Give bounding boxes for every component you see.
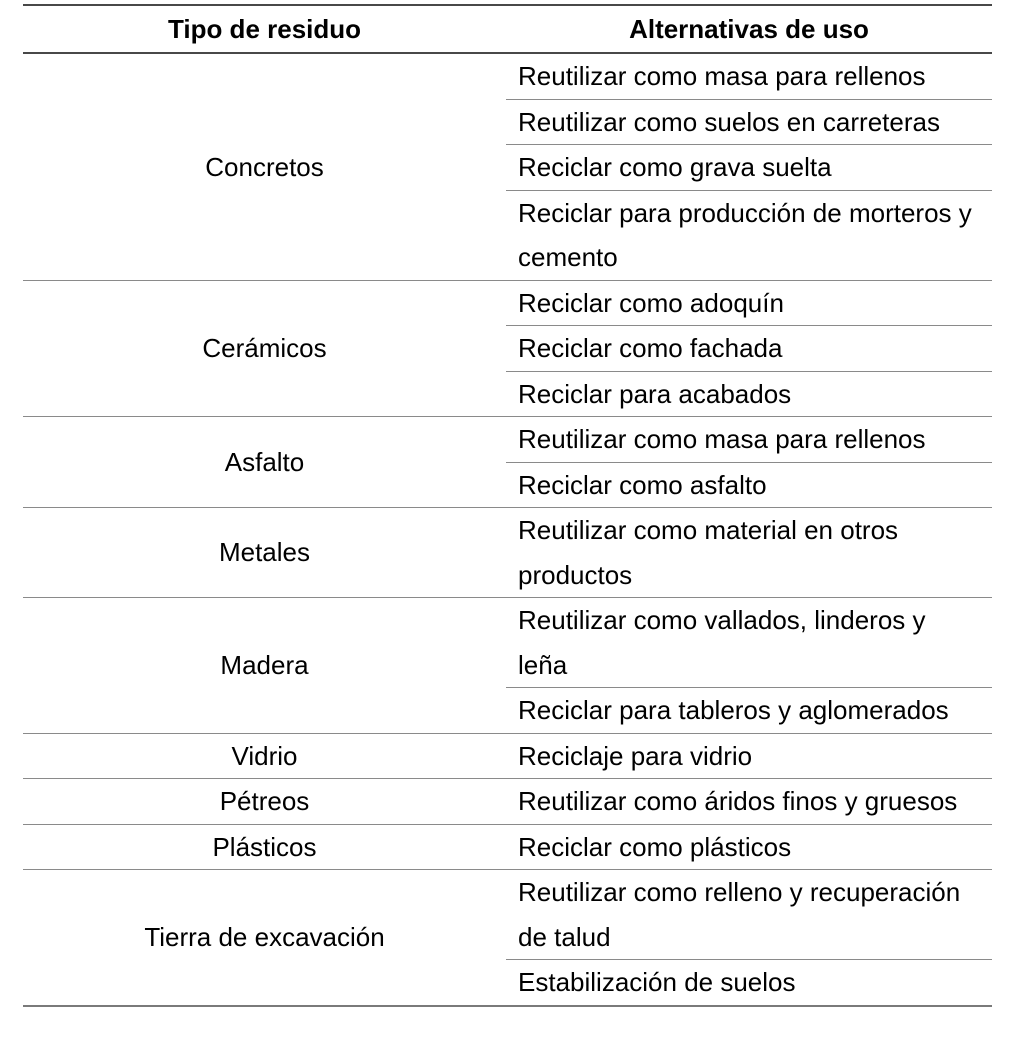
alternative-cell: Reutilizar como relleno y recuperación de talud [506,870,992,960]
alternative-cell: Estabilización de suelos [506,960,992,1006]
residue-type-cell: Madera [23,598,506,734]
table-header-row [23,5,992,53]
residue-alternatives-table [23,4,992,1007]
residue-type-cell: Tierra de excavación [23,870,506,1006]
alternative-cell: Reutilizar como suelos en carreteras [506,99,992,145]
alternative-cell: Reutilizar como áridos finos y gruesos [506,779,992,825]
table-row [23,417,992,463]
residue-type-cell: Concretos [23,53,506,280]
table-row [23,870,992,960]
table-row [23,508,992,598]
alternative-cell: Reciclar para acabados [506,371,992,417]
table-row [23,280,992,326]
table-row [23,824,992,870]
table-row [23,53,992,99]
alternative-cell: Reciclar como adoquín [506,280,992,326]
alternative-cell: Reciclar para tableros y aglomerados [506,688,992,734]
alternative-cell: Reciclaje para vidrio [506,733,992,779]
residue-type-cell: Metales [23,508,506,598]
alternative-cell: Reciclar como plásticos [506,824,992,870]
header-residue-type: Tipo de residuo [23,5,506,53]
residue-type-cell: Plásticos [23,824,506,870]
table-row [23,779,992,825]
residue-table-body [23,53,992,1006]
alternative-cell: Reciclar como grava suelta [506,145,992,191]
alternative-cell: Reutilizar como material en otros productos [506,508,992,598]
alternative-cell: Reutilizar como masa para rellenos [506,53,992,99]
alternative-cell: Reciclar para producción de morteros y cemento [506,190,992,280]
alternative-cell: Reutilizar como vallados, linderos y leña [506,598,992,688]
residue-type-cell: Pétreos [23,779,506,825]
residue-type-cell: Asfalto [23,417,506,508]
alternative-cell: Reciclar como asfalto [506,462,992,508]
residue-type-cell: Cerámicos [23,280,506,417]
table-row [23,598,992,688]
residue-type-cell: Vidrio [23,733,506,779]
alternative-cell: Reutilizar como masa para rellenos [506,417,992,463]
alternative-cell: Reciclar como fachada [506,326,992,372]
table-row [23,733,992,779]
header-usage-alternatives: Alternativas de uso [506,5,992,53]
